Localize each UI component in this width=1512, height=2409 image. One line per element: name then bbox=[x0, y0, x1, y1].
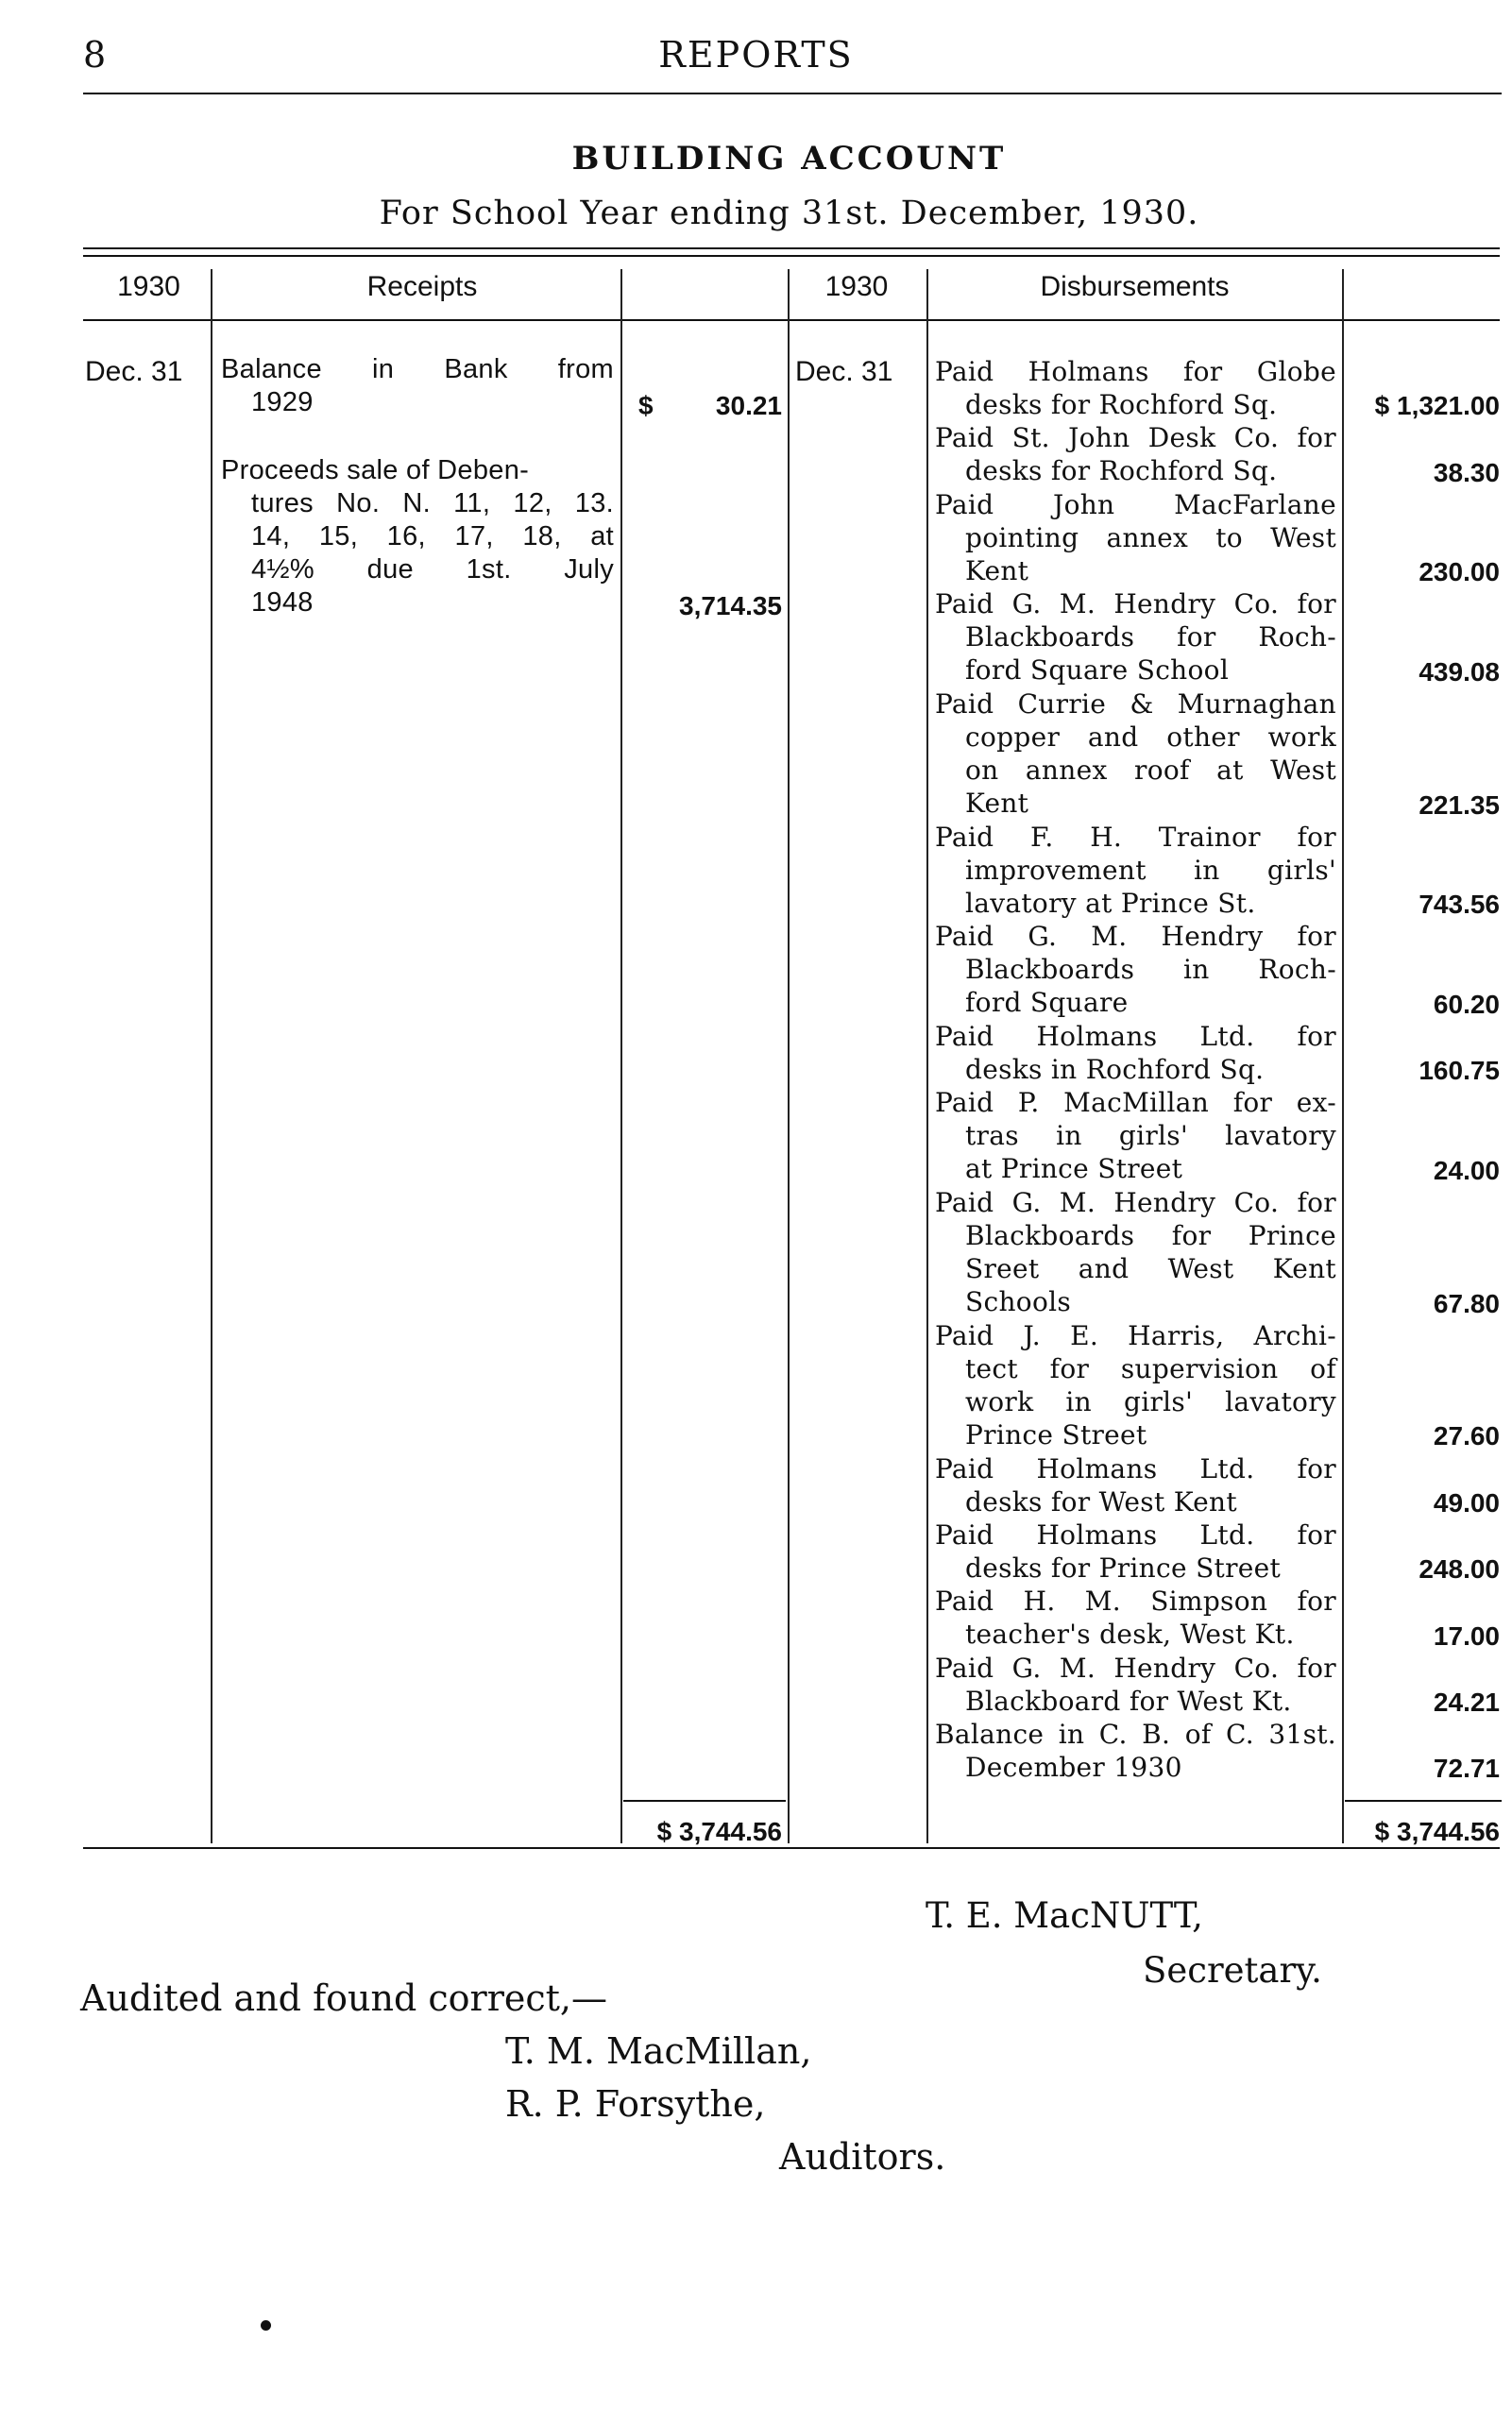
disbursement-amount: 248.00 bbox=[1419, 1554, 1500, 1585]
disbursement-line: Kent bbox=[965, 554, 1029, 586]
disbursement-entry bbox=[935, 1452, 1336, 1518]
disbursement-line: Paid Holmans Ltd. for bbox=[935, 1021, 1336, 1052]
disbursement-line: at Prince Street bbox=[965, 1153, 1183, 1185]
disbursement-amount: 17.00 bbox=[1433, 1620, 1500, 1651]
disbursement-line: Paid J. E. Harris, Archi- bbox=[935, 1319, 1336, 1351]
header-receipts-year: 1930 bbox=[117, 271, 180, 302]
receipt-amount: 30.21 bbox=[715, 391, 782, 420]
disbursement-entry bbox=[935, 1020, 1336, 1086]
auditor-name: T. M. MacMillan, bbox=[505, 2030, 812, 2072]
disbursement-amount: 439.08 bbox=[1419, 656, 1500, 687]
disbursement-line: Blackboards for Prince bbox=[965, 1220, 1336, 1251]
disbursement-line: pointing annex to West bbox=[965, 521, 1336, 553]
disbursement-line: Kent bbox=[965, 788, 1029, 819]
disbursement-line: desks for West Kent bbox=[965, 1485, 1237, 1518]
disbursement-entry bbox=[935, 587, 1336, 687]
column-divider bbox=[926, 269, 928, 1843]
disbursement-amount: 38.30 bbox=[1433, 457, 1500, 487]
receipt-entry bbox=[221, 353, 614, 419]
disbursement-entry bbox=[935, 1518, 1336, 1585]
disbursement-entry bbox=[935, 920, 1336, 1019]
disbursement-entry bbox=[935, 821, 1336, 920]
disbursement-entry bbox=[935, 421, 1336, 487]
disbursement-line: Paid G. M. Hendry for bbox=[935, 921, 1336, 953]
disbursement-line: Paid Currie & Murnaghan bbox=[935, 688, 1336, 720]
disbursement-entry bbox=[935, 1652, 1336, 1718]
disbursement-line: desks for Prince Street bbox=[965, 1552, 1282, 1584]
disbursement-line: Prince Street bbox=[965, 1418, 1147, 1450]
disbursement-line: tras in girls' lavatory bbox=[965, 1120, 1336, 1152]
disbursement-line: Paid G. M. Hendry Co. for bbox=[935, 588, 1336, 620]
disbursement-line: ford Square bbox=[965, 987, 1129, 1019]
receipt-line: tures No. N. 11, 12, 13. bbox=[251, 488, 614, 518]
disbursement-amount: 27.60 bbox=[1433, 1421, 1500, 1451]
disbursement-entry bbox=[935, 1585, 1336, 1651]
disbursement-line: Paid F. H. Trainor for bbox=[935, 821, 1336, 853]
disbursement-line: tect for supervision of bbox=[965, 1352, 1336, 1384]
disbursement-amount: 60.20 bbox=[1433, 989, 1500, 1019]
column-divider bbox=[1342, 269, 1344, 1843]
disbursement-amount: 743.56 bbox=[1419, 890, 1500, 920]
page-number: 8 bbox=[83, 34, 107, 76]
disbursement-line: Paid Holmans Ltd. for bbox=[935, 1519, 1336, 1551]
disbursement-line: improvement in girls' bbox=[965, 854, 1336, 886]
receipts-total-rule bbox=[623, 1800, 786, 1802]
auditor-name: R. P. Forsythe, bbox=[505, 2083, 766, 2125]
table-top-rule-2 bbox=[83, 255, 1500, 257]
account-subtitle: For School Year ending 31st. December, 1930. bbox=[379, 195, 1199, 232]
disbursement-line: Balance in C. B. of C. 31st. bbox=[935, 1719, 1336, 1751]
disbursement-entry bbox=[935, 1319, 1336, 1451]
receipt-entry bbox=[221, 454, 614, 619]
disbursements-total-rule bbox=[1345, 1800, 1502, 1802]
disbursement-amount: 221.35 bbox=[1419, 789, 1500, 820]
disbursement-line: Paid John MacFarlane bbox=[935, 488, 1336, 520]
receipt-line: 4½% due 1st. July bbox=[251, 554, 614, 585]
disbursement-line: lavatory at Prince St. bbox=[965, 887, 1256, 919]
disbursement-line: Sreet and West Kent bbox=[965, 1253, 1336, 1284]
column-divider bbox=[788, 269, 790, 1843]
receipt-dollar-sign: $ bbox=[638, 391, 654, 420]
disbursements-total: $ 3,744.56 bbox=[1374, 1817, 1500, 1846]
disbursement-line: on annex roof at West bbox=[965, 755, 1336, 786]
header-rule bbox=[83, 93, 1502, 94]
table-bottom-rule bbox=[83, 1847, 1500, 1849]
disbursement-line: desks for Rochford Sq. bbox=[965, 389, 1278, 420]
disbursement-entry bbox=[935, 1718, 1336, 1784]
disbursement-line: Blackboards for Roch- bbox=[965, 621, 1336, 653]
disbursement-line: teacher's desk, West Kt. bbox=[965, 1619, 1295, 1651]
receipt-amount: 3,714.35 bbox=[679, 591, 782, 620]
receipt-line: Balance in Bank from bbox=[221, 354, 614, 384]
header-disbursements-year: 1930 bbox=[824, 271, 889, 302]
disbursement-entry bbox=[935, 687, 1336, 820]
disbursement-entry bbox=[935, 488, 1336, 587]
disbursement-line: Blackboard for West Kt. bbox=[965, 1685, 1292, 1717]
disbursement-amount: 67.80 bbox=[1433, 1288, 1500, 1318]
disbursement-amount: 230.00 bbox=[1419, 557, 1500, 587]
disbursement-entry bbox=[935, 1086, 1336, 1185]
disbursement-entry bbox=[935, 355, 1336, 421]
disbursement-amount: 72.71 bbox=[1433, 1754, 1500, 1784]
disbursement-amount: $ 1,321.00 bbox=[1374, 391, 1500, 421]
disbursement-line: ford Square School bbox=[965, 654, 1230, 687]
disbursement-entry bbox=[935, 1186, 1336, 1318]
disbursement-line: Schools bbox=[965, 1286, 1072, 1317]
secretary-name: T. E. MacNUTT, bbox=[926, 1895, 1203, 1936]
disbursement-amount: 24.00 bbox=[1433, 1155, 1500, 1185]
disbursement-line: desks in Rochford Sq. bbox=[965, 1054, 1265, 1085]
disbursement-line: Paid P. MacMillan for ex- bbox=[935, 1087, 1336, 1119]
disbursement-line: Paid St. John Desk Co. for bbox=[935, 422, 1336, 454]
disbursement-line: desks for Rochford Sq. bbox=[965, 455, 1278, 487]
disbursement-line: Paid Holmans Ltd. for bbox=[935, 1452, 1336, 1484]
disbursement-line: Blackboards in Roch- bbox=[965, 954, 1336, 986]
column-divider bbox=[211, 269, 212, 1843]
disbursement-line: copper and other work bbox=[965, 721, 1336, 753]
running-title: REPORTS bbox=[658, 34, 854, 76]
header-receipts: Receipts bbox=[366, 271, 478, 302]
receipt-line: 1929 bbox=[251, 387, 314, 417]
receipt-line: 1948 bbox=[251, 587, 314, 618]
auditors-label: Auditors. bbox=[779, 2136, 946, 2178]
disbursement-line: Paid H. M. Simpson for bbox=[935, 1586, 1336, 1618]
disbursement-amount: 24.21 bbox=[1433, 1688, 1500, 1717]
receipt-line: 14, 15, 16, 17, 18, at bbox=[251, 521, 614, 551]
disbursement-line: Paid Holmans for Globe bbox=[935, 356, 1336, 387]
table-top-rule bbox=[83, 247, 1500, 249]
receipts-total: $ 3,744.56 bbox=[656, 1817, 782, 1846]
receipt-line: Proceeds sale of Deben- bbox=[221, 455, 530, 485]
disbursement-line: Paid G. M. Hendry Co. for bbox=[935, 1652, 1336, 1684]
disbursements-date: Dec. 31 bbox=[795, 356, 893, 387]
receipts-date: Dec. 31 bbox=[85, 356, 183, 387]
disbursement-line: work in girls' lavatory bbox=[965, 1385, 1336, 1417]
audit-statement: Audited and found correct,— bbox=[80, 1977, 607, 2019]
header-bottom-rule bbox=[83, 319, 1500, 321]
ink-dot bbox=[261, 2320, 271, 2331]
disbursement-line: Paid G. M. Hendry Co. for bbox=[935, 1187, 1336, 1218]
secretary-role: Secretary. bbox=[1143, 1950, 1322, 1991]
account-title: BUILDING ACCOUNT bbox=[571, 140, 1007, 178]
header-disbursements: Disbursements bbox=[1040, 271, 1230, 302]
column-divider bbox=[620, 269, 622, 1843]
disbursement-amount: 160.75 bbox=[1419, 1056, 1500, 1086]
audit-block bbox=[80, 1972, 945, 2183]
disbursement-amount: 49.00 bbox=[1433, 1487, 1500, 1518]
secretary-signature bbox=[926, 1889, 1322, 1998]
disbursement-line: December 1930 bbox=[965, 1752, 1182, 1784]
